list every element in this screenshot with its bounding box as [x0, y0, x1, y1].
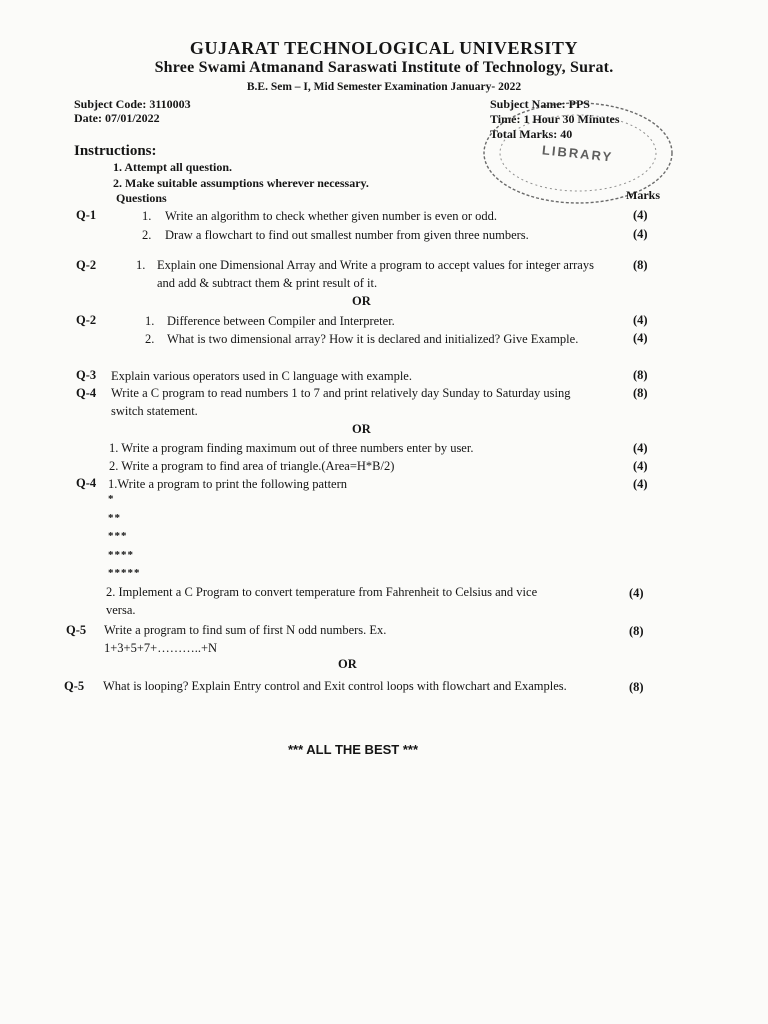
marks-value: (4) — [633, 441, 648, 455]
question-text: Explain various operators used in C language with example. — [111, 369, 412, 383]
institute-name: Shree Swami Atmanand Saraswati Institute of Technology, Surat. — [154, 59, 614, 76]
question-text: 1. Write a program finding maximum out of three numbers enter by user. — [109, 441, 474, 455]
exam-date: Date: 07/01/2022 — [74, 111, 160, 125]
question-number: Q-1 — [76, 208, 97, 222]
marks-value: (4) — [629, 586, 644, 600]
question-text: 2. Implement a C Program to convert temperature from Fahrenheit to Celsius and vice versa. — [106, 585, 538, 617]
marks-value: (4) — [633, 459, 648, 473]
question-number: Q-5 — [64, 679, 85, 693]
exam-time: Time: 1 Hour 30 Minutes — [490, 112, 620, 126]
marks-value: (8) — [633, 258, 648, 272]
marks-value: (8) — [629, 680, 644, 694]
question-number: Q-5 — [66, 623, 87, 637]
instruction-item: 1. Attempt all question. — [113, 160, 233, 174]
marks-value: (4) — [633, 331, 648, 345]
pattern-line: * — [108, 493, 115, 505]
sub-number: 2. — [145, 332, 155, 346]
question-text: What is two dimensional array? How it is declared and initialized? Give Example. — [167, 332, 579, 346]
question-number: Q-4 — [76, 476, 97, 490]
pattern-line: ***** — [108, 567, 141, 579]
marks-column-label: Marks — [626, 188, 660, 202]
pattern-line: ** — [108, 512, 121, 524]
marks-value: (4) — [633, 477, 648, 491]
or-separator: OR — [352, 422, 371, 436]
pattern-line: **** — [108, 549, 134, 561]
question-text: 2. Write a program to find area of triangle.(Area=H*B/2) — [109, 459, 395, 473]
question-text: Write a C program to read numbers 1 to 7 and print relatively day Sunday to Saturday using switch statement. — [111, 386, 571, 418]
question-text: Write an algorithm to check whether given number is even or odd. — [165, 209, 498, 223]
subject-code: Subject Code: 3110003 — [74, 97, 191, 111]
sub-number: 2. — [142, 228, 152, 242]
question-text: 1+3+5+7+………..+N — [104, 641, 218, 655]
marks-value: (4) — [633, 313, 648, 327]
instructions-heading: Instructions: — [74, 143, 157, 159]
question-number: Q-2 — [76, 313, 97, 327]
sub-number: 1. — [145, 314, 155, 328]
marks-value: (4) — [633, 208, 648, 222]
instruction-item: 2. Make suitable assumptions wherever necessary. — [113, 176, 369, 190]
question-number: Q-3 — [76, 368, 97, 382]
questions-label: Questions — [116, 191, 167, 205]
marks-value: (4) — [633, 227, 648, 241]
question-text: Explain one Dimensional Array and Write a program to accept values for integer arrays and add & subtract them & print result of it. — [157, 258, 594, 290]
question-text: What is looping? Explain Entry control and Exit control loops with flowchart and Examples. — [103, 679, 567, 693]
question-text: Draw a flowchart to find out smallest number from given three numbers. — [165, 228, 529, 242]
or-separator: OR — [352, 294, 371, 308]
question-text: Write a program to find sum of first N odd numbers. Ex. — [104, 623, 387, 637]
closing-note: *** ALL THE BEST *** — [287, 742, 419, 757]
question-number: Q-4 — [76, 386, 97, 400]
total-marks: Total Marks: 40 — [490, 127, 573, 141]
sub-number: 1. — [142, 209, 152, 223]
subject-name: Subject Name: PPS — [490, 97, 590, 111]
university-title: GUJARAT TECHNOLOGICAL UNIVERSITY — [189, 38, 579, 58]
or-separator: OR — [338, 657, 357, 671]
question-text: Difference between Compiler and Interpreter. — [167, 314, 395, 328]
marks-value: (8) — [633, 386, 648, 400]
stamp-label: LIBRARY — [541, 142, 614, 165]
marks-value: (8) — [633, 368, 648, 382]
exam-title: B.E. Sem – I, Mid Semester Examination January- 2022 — [246, 81, 522, 93]
sub-number: 1. — [136, 258, 146, 272]
question-text: 1.Write a program to print the following pattern — [108, 477, 348, 491]
question-number: Q-2 — [76, 258, 97, 272]
marks-value: (8) — [629, 624, 644, 638]
pattern-line: *** — [108, 530, 128, 542]
